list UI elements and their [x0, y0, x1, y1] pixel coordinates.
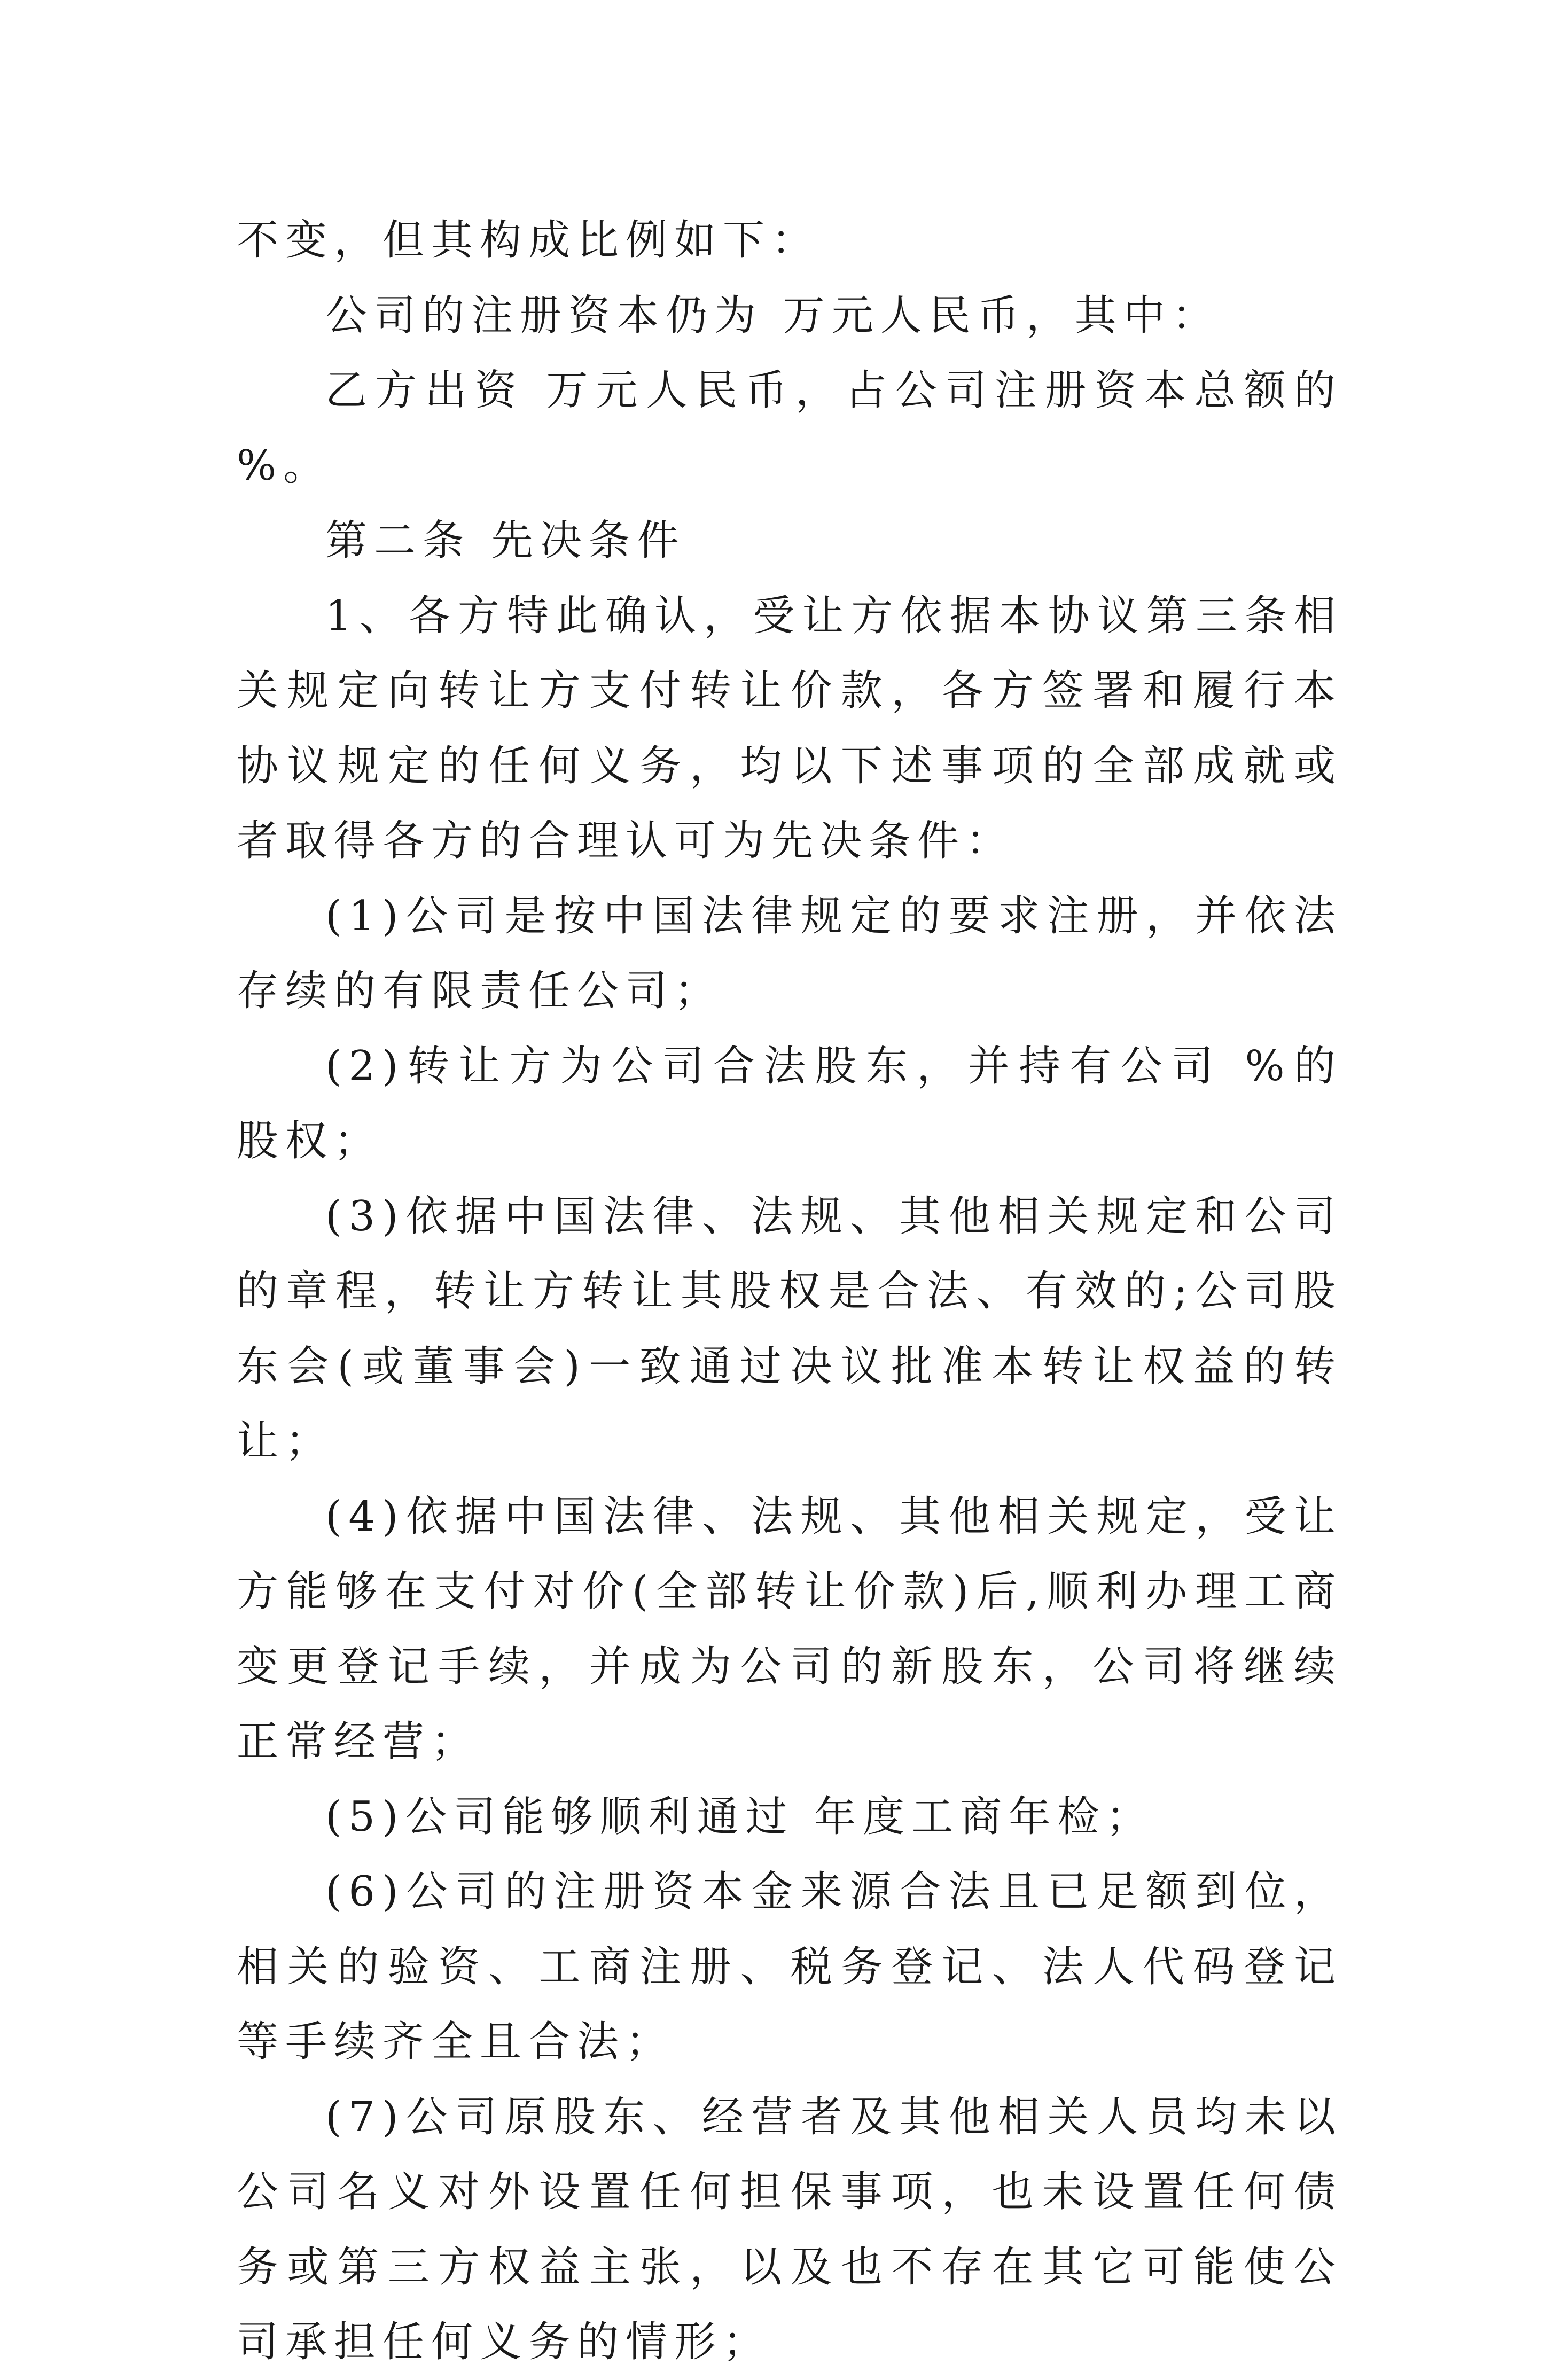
paragraph-party-b-contribution: 乙方出资 万元人民币，占公司注册资本总额的 %。 — [237, 366, 1342, 490]
article-2-heading: 第二条 先决条件 — [325, 517, 686, 565]
condition-item-1: (1)公司是按中国法律规定的要求注册，并依法存续的有限责任公司； — [237, 892, 1342, 1015]
condition-item-2: (2)转让方为公司合法股东，并持有公司 %的股权； — [237, 1042, 1342, 1165]
paragraph-capital-ratio: 不变，但其构成比例如下： — [237, 216, 821, 264]
condition-item-6: (6)公司的注册资本金来源合法且已足额到位，相关的验资、工商注册、税务登记、法人代码登记等手续齐全且合法； — [237, 1868, 1342, 2066]
paragraph-registered-capital: 公司的注册资本仍为 万元人民币，其中： — [325, 291, 1221, 340]
condition-item-3: (3)依据中国法律、法规、其他相关规定和公司的章程，转让方转让其股权是合法、有效的;公司股东会(或董事会)一致通过决议批准本转让权益的转让； — [237, 1192, 1342, 1465]
condition-item-5: (5)公司能够顺利通过 年度工商年检； — [325, 1792, 1155, 1841]
paragraph-conditions-precedent: 1、各方特此确认，受让方依据本协议第三条相关规定向转让方支付转让价款，各方签署和履行本协议规定的任何义务，均以下述事项的全部成就或者取得各方的合理认可为先决条件： — [237, 591, 1342, 865]
condition-item-7: (7)公司原股东、经营者及其他相关人员均未以公司名义对外设置任何担保事项，也未设置任何债务或第三方权益主张，以及也不存在其它可能使公司承担任何义务的情形； — [237, 2093, 1342, 2366]
document-body — [237, 203, 1342, 2380]
condition-item-4: (4)依据中国法律、法规、其他相关规定，受让方能够在支付对价(全部转让价款)后,顺利办理工商变更登记手续，并成为公司的新股东，公司将继续正常经营； — [237, 1492, 1342, 1766]
